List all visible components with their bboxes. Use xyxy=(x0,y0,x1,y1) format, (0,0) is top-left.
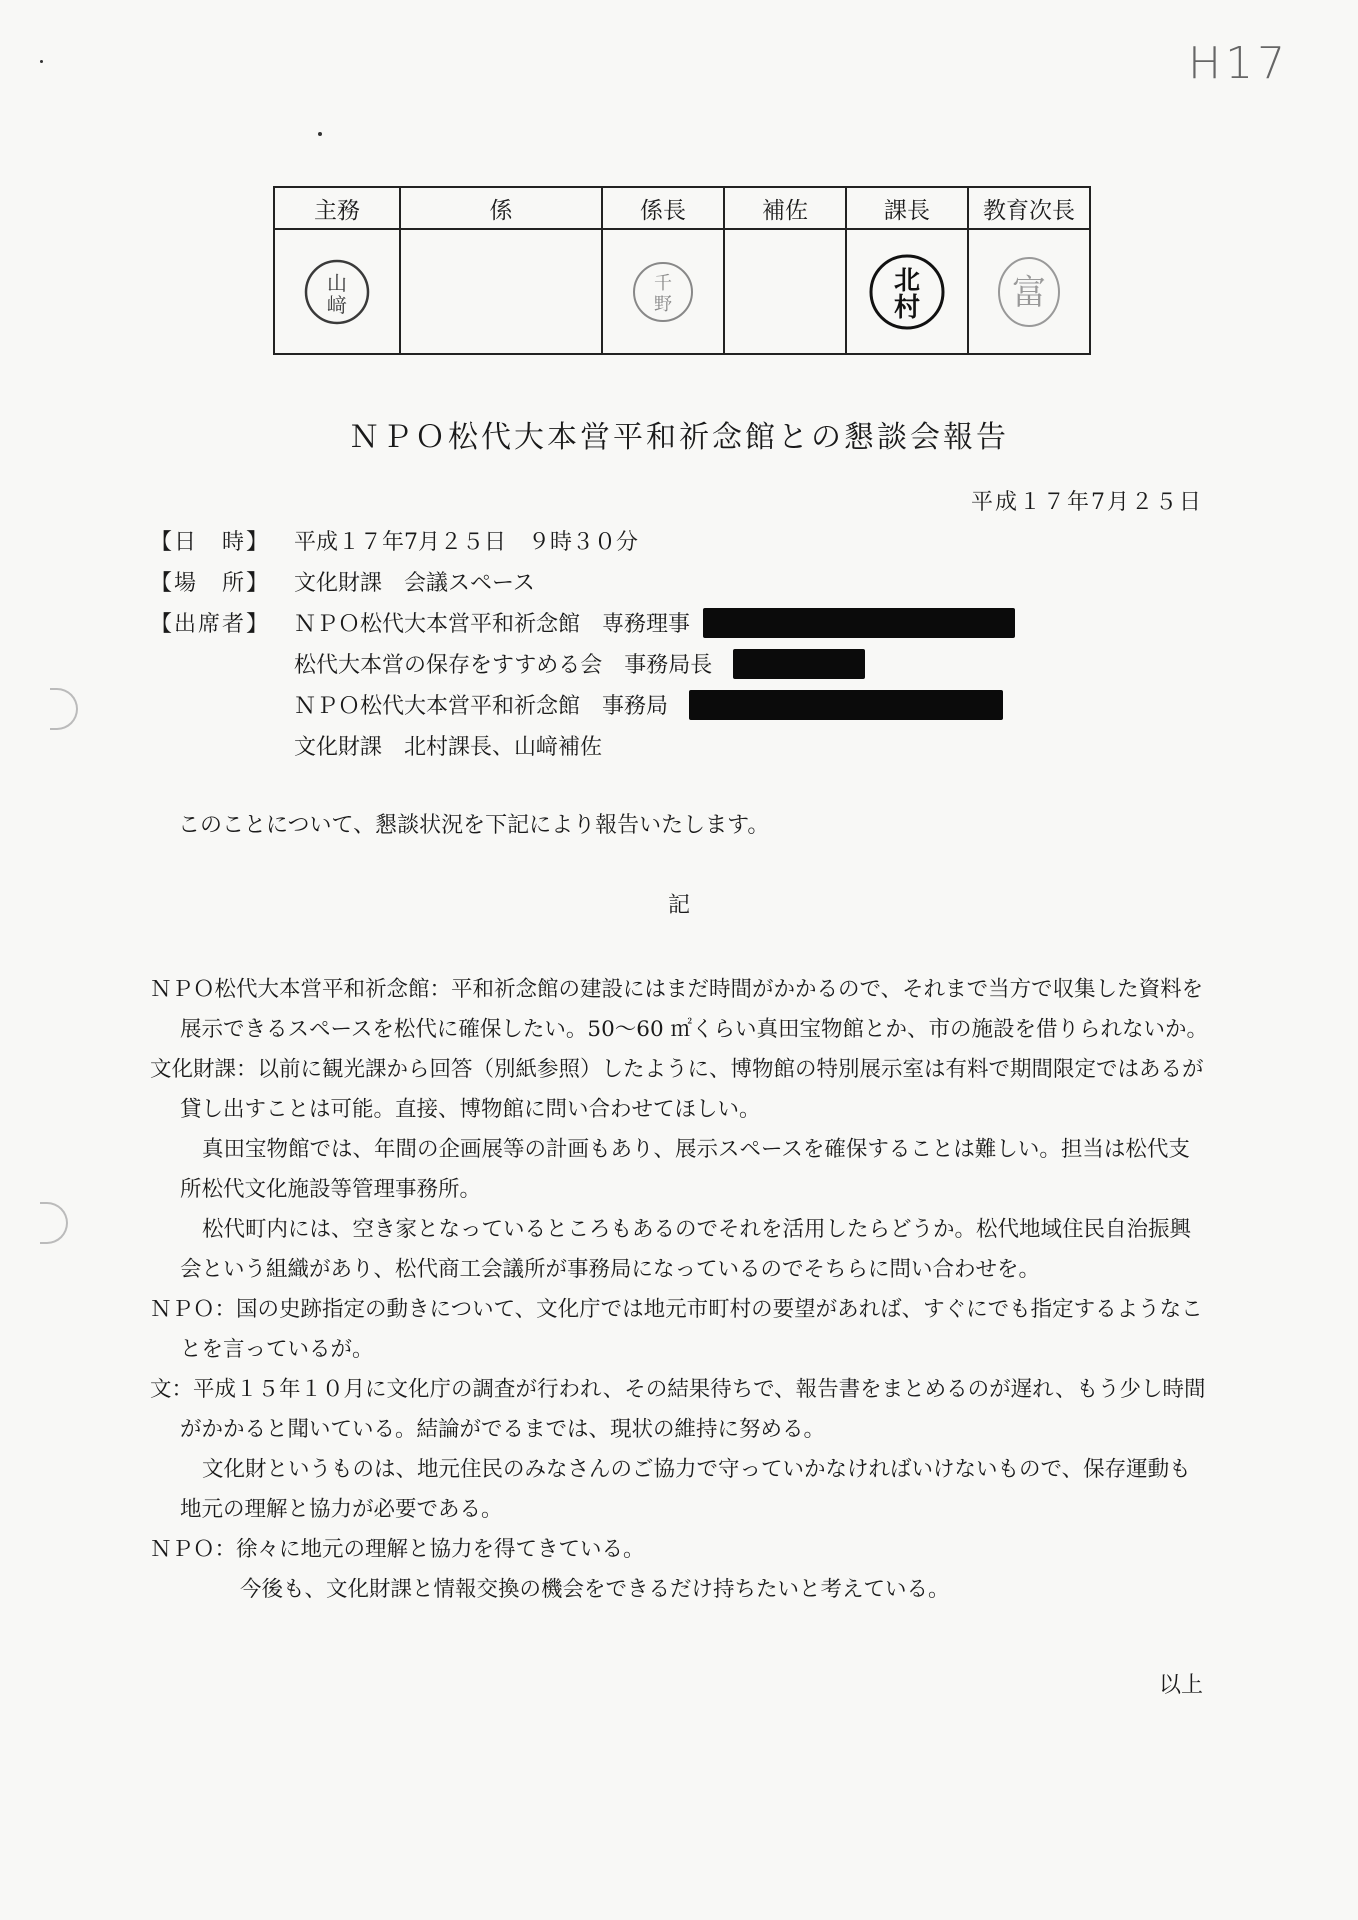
attendees-label: 【出席者】 xyxy=(150,612,271,637)
minutes-paragraph: ＮＰＯ：国の史跡指定の動きについて、文化庁では地元市町村の要望があれば、すぐにでも指定するようなことを言っているが。 xyxy=(150,1297,1203,1362)
svg-text:山: 山 xyxy=(327,270,347,295)
approval-header: 補佐 xyxy=(724,187,846,229)
svg-text:﨑: 﨑 xyxy=(327,292,347,317)
datetime-value: 平成１７年7月２５日 ９時３０分 xyxy=(294,530,638,555)
minutes-body xyxy=(150,970,1210,1610)
page-number-mark: H17 xyxy=(1188,38,1290,89)
hanko-stamp-chino xyxy=(630,259,696,325)
attendee-text: 松代大本営の保存をすすめる会 事務局長 xyxy=(294,653,713,678)
minutes-paragraph: 文化財課：以前に観光課から回答（別紙参照）したように、博物館の特別展示室は有料で期間限定ではあるが貸し出すことは可能。直接、博物館に問い合わせてほしい。 xyxy=(150,1057,1204,1122)
approval-cell xyxy=(274,229,400,354)
approval-header: 主務 xyxy=(274,187,400,229)
minutes-paragraph: 文化財というものは、地元住民のみなさんのご協力で守っていかなければいけないもので、保存運動も地元の理解と協力が必要である。 xyxy=(180,1457,1191,1522)
intro-sentence: このことについて、懇談状況を下記により報告いたします。 xyxy=(178,813,770,838)
punch-hole-mark xyxy=(50,688,78,730)
minutes-paragraph: 今後も、文化財課と情報交換の機会をできるだけ持ちたいと考えている。 xyxy=(240,1577,950,1602)
attendee-line xyxy=(294,604,1015,645)
minutes-paragraph: 真田宝物館では、年間の企画展等の計画もあり、展示スペースを確保することは難しい。担当は松代支所松代文化施設等管理事務所。 xyxy=(180,1137,1190,1202)
scan-speck xyxy=(40,60,43,63)
attendee-line xyxy=(294,645,1015,686)
svg-text:富: 富 xyxy=(1012,272,1046,313)
minutes-paragraph: 松代町内には、空き家となっているところもあるのでそれを活用したらどうか。松代地域住民自治振興会という組織があり、松代商工会議所が事務局になっているのでそちらに問い合わせを。 xyxy=(180,1217,1192,1282)
place-value: 文化財課 会議スペース xyxy=(294,571,535,596)
approval-header: 教育次長 xyxy=(968,187,1090,229)
approval-cell-empty xyxy=(400,229,602,354)
hanko-stamp-tomi xyxy=(994,254,1064,330)
punch-hole-mark xyxy=(40,1202,68,1244)
closing-mark: 以上 xyxy=(1158,1673,1203,1698)
meeting-info xyxy=(150,522,871,768)
hanko-stamp-yamazaki xyxy=(302,257,372,327)
document-title: ＮＰＯ松代大本営平和祈念館との懇談会報告 xyxy=(349,420,1009,455)
attendee-text: ＮＰＯ松代大本営平和祈念館 事務局 xyxy=(294,694,669,719)
place-label: 【場 所】 xyxy=(150,571,271,596)
approval-header: 課長 xyxy=(846,187,968,229)
attendee-line xyxy=(294,727,1015,768)
approval-cell xyxy=(602,229,724,354)
approval-header: 係 xyxy=(400,187,602,229)
minutes-paragraph: ＮＰＯ：徐々に地元の理解と協力を得てきている。 xyxy=(150,1537,645,1562)
approval-stamp-table xyxy=(273,186,1091,355)
ki-heading: 記 xyxy=(667,893,690,918)
scan-speck xyxy=(318,132,322,136)
document-date: 平成１７年7月２５日 xyxy=(971,490,1203,515)
minutes-paragraph: 文：平成１５年１０月に文化庁の調査が行われ、その結果待ちで、報告書をまとめるのが遅れ、もう少し時間がかかると聞いている。結論がでるまでは、現状の維持に努める。 xyxy=(150,1377,1206,1442)
approval-header: 係長 xyxy=(602,187,724,229)
redaction-bar xyxy=(689,690,1003,720)
minutes-paragraph: ＮＰＯ松代大本営平和祈念館：平和祈念館の建設にはまだ時間がかかるので、それまで当方で収集した資料を展示できるスペースを松代に確保したい。50〜60 ㎡くらい真田宝物館とか、市の施設を借りられないか。 xyxy=(150,977,1208,1042)
svg-text:村: 村 xyxy=(893,292,921,323)
approval-cell xyxy=(968,229,1090,354)
hanko-stamp-kitamura xyxy=(867,252,947,332)
attendee-line xyxy=(294,686,1015,727)
attendee-text: ＮＰＯ松代大本営平和祈念館 専務理事 xyxy=(294,612,691,637)
attendees-list xyxy=(294,604,1015,768)
datetime-label: 【日 時】 xyxy=(150,530,271,555)
approval-cell xyxy=(846,229,968,354)
svg-text:千: 千 xyxy=(654,272,672,294)
redaction-bar xyxy=(703,608,1015,638)
attendee-text: 文化財課 北村課長、山﨑補佐 xyxy=(294,735,603,760)
approval-cell-empty xyxy=(724,229,846,354)
redaction-bar xyxy=(733,649,865,679)
svg-text:野: 野 xyxy=(654,293,672,315)
svg-text:北: 北 xyxy=(893,265,921,296)
